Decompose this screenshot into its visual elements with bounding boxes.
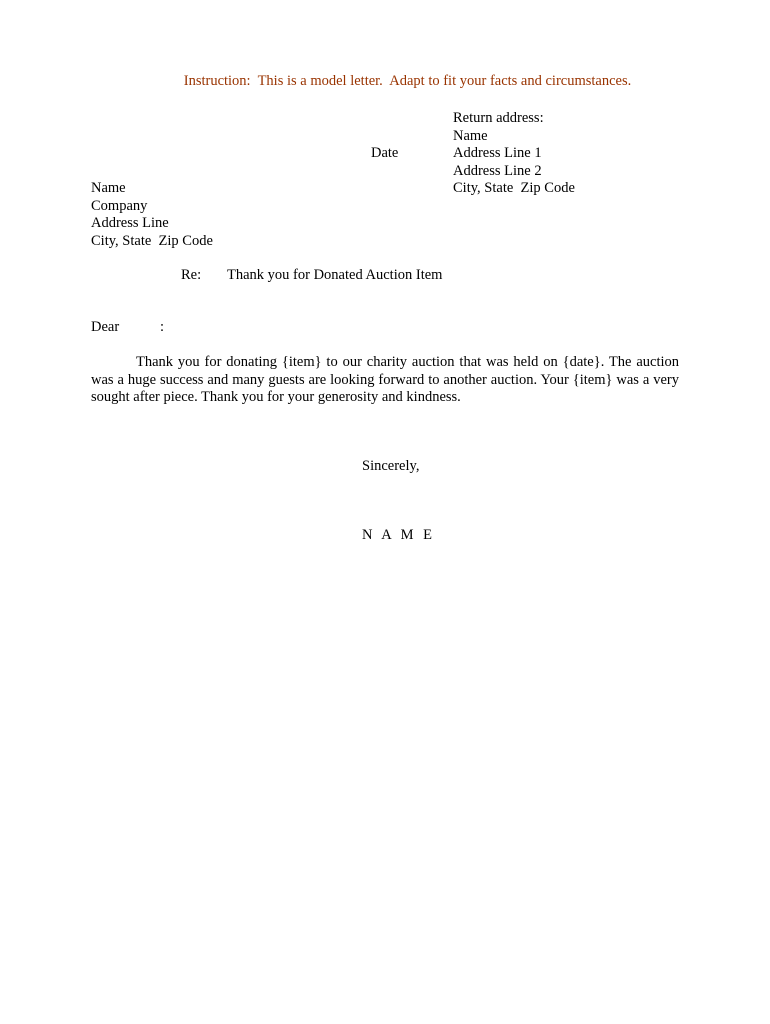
subject-label: Re: [181,267,202,283]
signature-name: N A M E [362,527,435,543]
recipient-name: Name [91,180,126,196]
closing: Sincerely, [362,458,420,474]
salutation-greeting: Dear [91,319,120,335]
body-paragraph: Thank you for donating {item} to our charity auction that was held on {date}. The auction was a huge success and many guests are looking forward to another auction. Your {item} was a very sought after piece. Thank you for your generosity and kindness. [91,354,679,406]
recipient-company: Company [91,197,148,214]
return-address-city-state-zip: City, State Zip Code [453,180,575,196]
recipient-city-state-zip: City, State Zip Code [91,232,213,249]
recipient-address-block [91,180,213,250]
salutation [91,319,164,336]
recipient-address-line: Address Line [91,215,169,231]
return-address-label: Return address: [453,110,544,126]
subject-line [181,267,442,284]
return-address-line-1: Address Line 1 [453,145,542,161]
return-address-name: Name [453,127,488,144]
subject-text: Thank you for Donated Auction Item [227,267,443,283]
return-address-line-2: Address Line 2 [453,162,542,179]
salutation-colon: : [160,319,165,335]
date-label: Date [371,145,399,161]
instruction-note: Instruction: This is a model letter. Adapt to fit your facts and circumstances. [183,73,632,89]
return-address-block [453,110,575,198]
